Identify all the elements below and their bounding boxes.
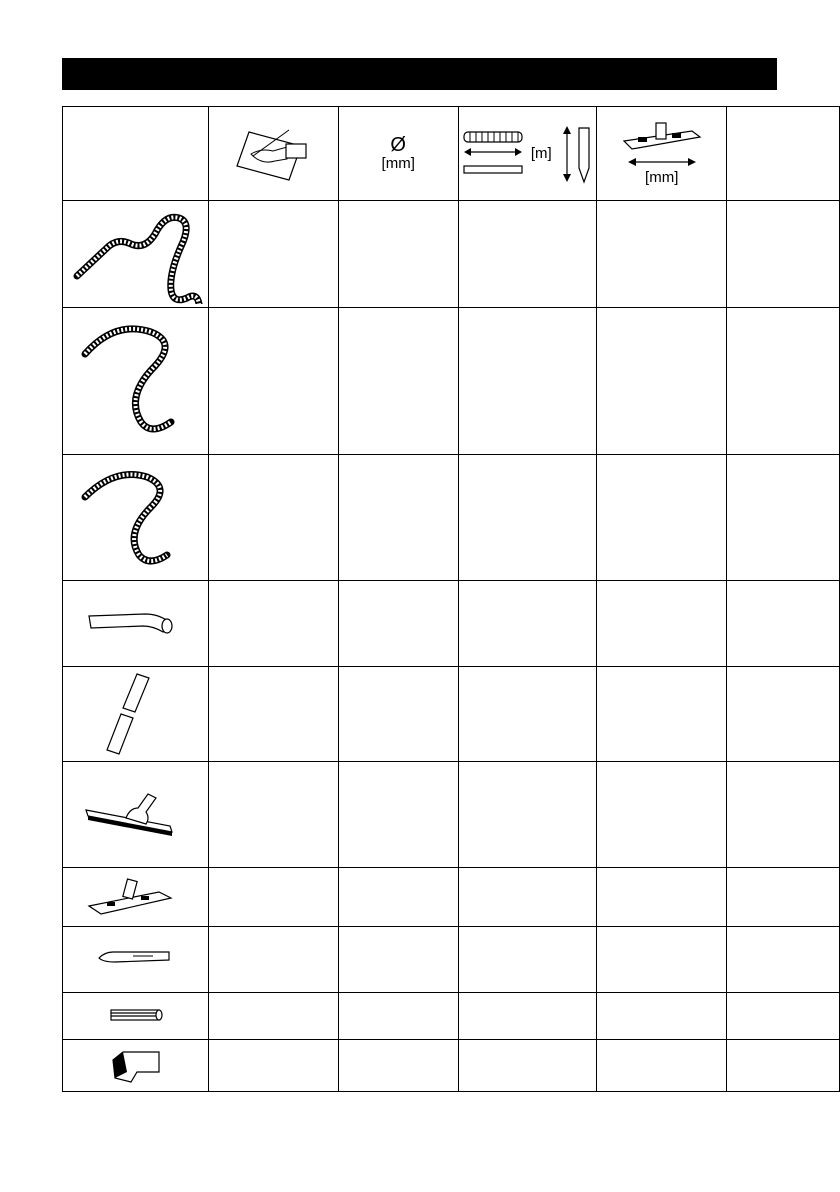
row-image-cell bbox=[63, 455, 209, 581]
header-cell-extra bbox=[727, 107, 840, 201]
hose-length-icon bbox=[462, 126, 524, 182]
table-row bbox=[63, 667, 840, 762]
row-cell bbox=[208, 581, 338, 667]
row-cell bbox=[208, 1040, 338, 1092]
row-cell bbox=[458, 762, 597, 868]
row-cell bbox=[727, 868, 840, 927]
width-arrow-icon bbox=[620, 155, 704, 169]
row-cell bbox=[727, 667, 840, 762]
table-row bbox=[63, 927, 840, 993]
row-cell bbox=[458, 308, 597, 455]
row-cell bbox=[597, 927, 727, 993]
writing-hand-icon bbox=[231, 124, 315, 184]
row-cell bbox=[458, 1040, 597, 1092]
row-cell bbox=[458, 581, 597, 667]
row-cell bbox=[458, 455, 597, 581]
row-cell bbox=[727, 1040, 840, 1092]
row-cell bbox=[208, 927, 338, 993]
row-image-cell bbox=[63, 993, 209, 1040]
header-cell-length bbox=[458, 107, 597, 201]
suction-tubes-icon bbox=[95, 672, 175, 756]
row-cell bbox=[458, 667, 597, 762]
row-cell bbox=[727, 581, 840, 667]
header-cell-diameter bbox=[338, 107, 458, 201]
floor-nozzle-width-icon bbox=[620, 121, 704, 155]
row-cell bbox=[727, 762, 840, 868]
row-cell bbox=[338, 993, 458, 1040]
bent-handle-icon bbox=[85, 604, 185, 644]
row-cell bbox=[727, 455, 840, 581]
floor-nozzle-icon bbox=[85, 874, 185, 920]
row-cell bbox=[597, 201, 727, 308]
row-cell bbox=[597, 1040, 727, 1092]
row-cell bbox=[208, 762, 338, 868]
row-cell bbox=[338, 455, 458, 581]
header-cell-width bbox=[597, 107, 727, 201]
row-cell bbox=[338, 1040, 458, 1092]
row-cell bbox=[208, 455, 338, 581]
suction-hose-with-handle-icon bbox=[65, 204, 205, 304]
row-image-cell bbox=[63, 1040, 209, 1092]
row-image-cell bbox=[63, 927, 209, 993]
row-cell bbox=[597, 993, 727, 1040]
row-cell bbox=[597, 581, 727, 667]
row-image-cell bbox=[63, 201, 209, 308]
row-cell bbox=[597, 868, 727, 927]
row-cell bbox=[727, 927, 840, 993]
width-unit: [mm] bbox=[645, 169, 679, 186]
row-image-cell bbox=[63, 308, 209, 455]
row-cell bbox=[208, 201, 338, 308]
crevice-nozzle-icon bbox=[95, 948, 175, 972]
table-row bbox=[63, 581, 840, 667]
table-row bbox=[63, 868, 840, 927]
adapter-icon bbox=[105, 1046, 165, 1086]
row-cell bbox=[458, 993, 597, 1040]
row-cell bbox=[338, 927, 458, 993]
row-cell bbox=[597, 308, 727, 455]
row-image-cell bbox=[63, 667, 209, 762]
row-cell bbox=[727, 201, 840, 308]
table-row bbox=[63, 455, 840, 581]
row-image-cell bbox=[63, 762, 209, 868]
table-row bbox=[63, 201, 840, 308]
header-cell-order-number bbox=[208, 107, 338, 201]
length-unit: [m] bbox=[530, 145, 552, 162]
upholstery-nozzle-icon bbox=[105, 1006, 165, 1026]
row-cell bbox=[338, 581, 458, 667]
table-header-row bbox=[63, 107, 840, 201]
row-cell bbox=[338, 762, 458, 868]
row-cell bbox=[458, 868, 597, 927]
section-title-bar bbox=[62, 58, 777, 90]
row-cell bbox=[338, 308, 458, 455]
row-cell bbox=[597, 667, 727, 762]
table-row bbox=[63, 308, 840, 455]
diameter-unit: [mm] bbox=[381, 155, 415, 172]
row-cell bbox=[597, 762, 727, 868]
diameter-symbol: Ø bbox=[390, 134, 406, 156]
row-cell bbox=[458, 927, 597, 993]
accessories-table bbox=[62, 106, 840, 1092]
suction-hose-icon bbox=[65, 463, 205, 573]
row-cell bbox=[338, 201, 458, 308]
row-cell bbox=[727, 308, 840, 455]
row-cell bbox=[208, 667, 338, 762]
row-cell bbox=[208, 868, 338, 927]
row-cell bbox=[458, 201, 597, 308]
table-row bbox=[63, 993, 840, 1040]
table-row bbox=[63, 762, 840, 868]
header-cell-item bbox=[63, 107, 209, 201]
row-cell bbox=[727, 993, 840, 1040]
row-cell bbox=[208, 993, 338, 1040]
row-cell bbox=[338, 667, 458, 762]
row-cell bbox=[597, 455, 727, 581]
row-image-cell bbox=[63, 581, 209, 667]
row-cell bbox=[208, 308, 338, 455]
tube-length-icon bbox=[559, 124, 593, 184]
row-image-cell bbox=[63, 868, 209, 927]
suction-hose-icon bbox=[65, 316, 205, 446]
table-row bbox=[63, 1040, 840, 1092]
wet-floor-nozzle-icon bbox=[80, 790, 190, 840]
row-cell bbox=[338, 868, 458, 927]
